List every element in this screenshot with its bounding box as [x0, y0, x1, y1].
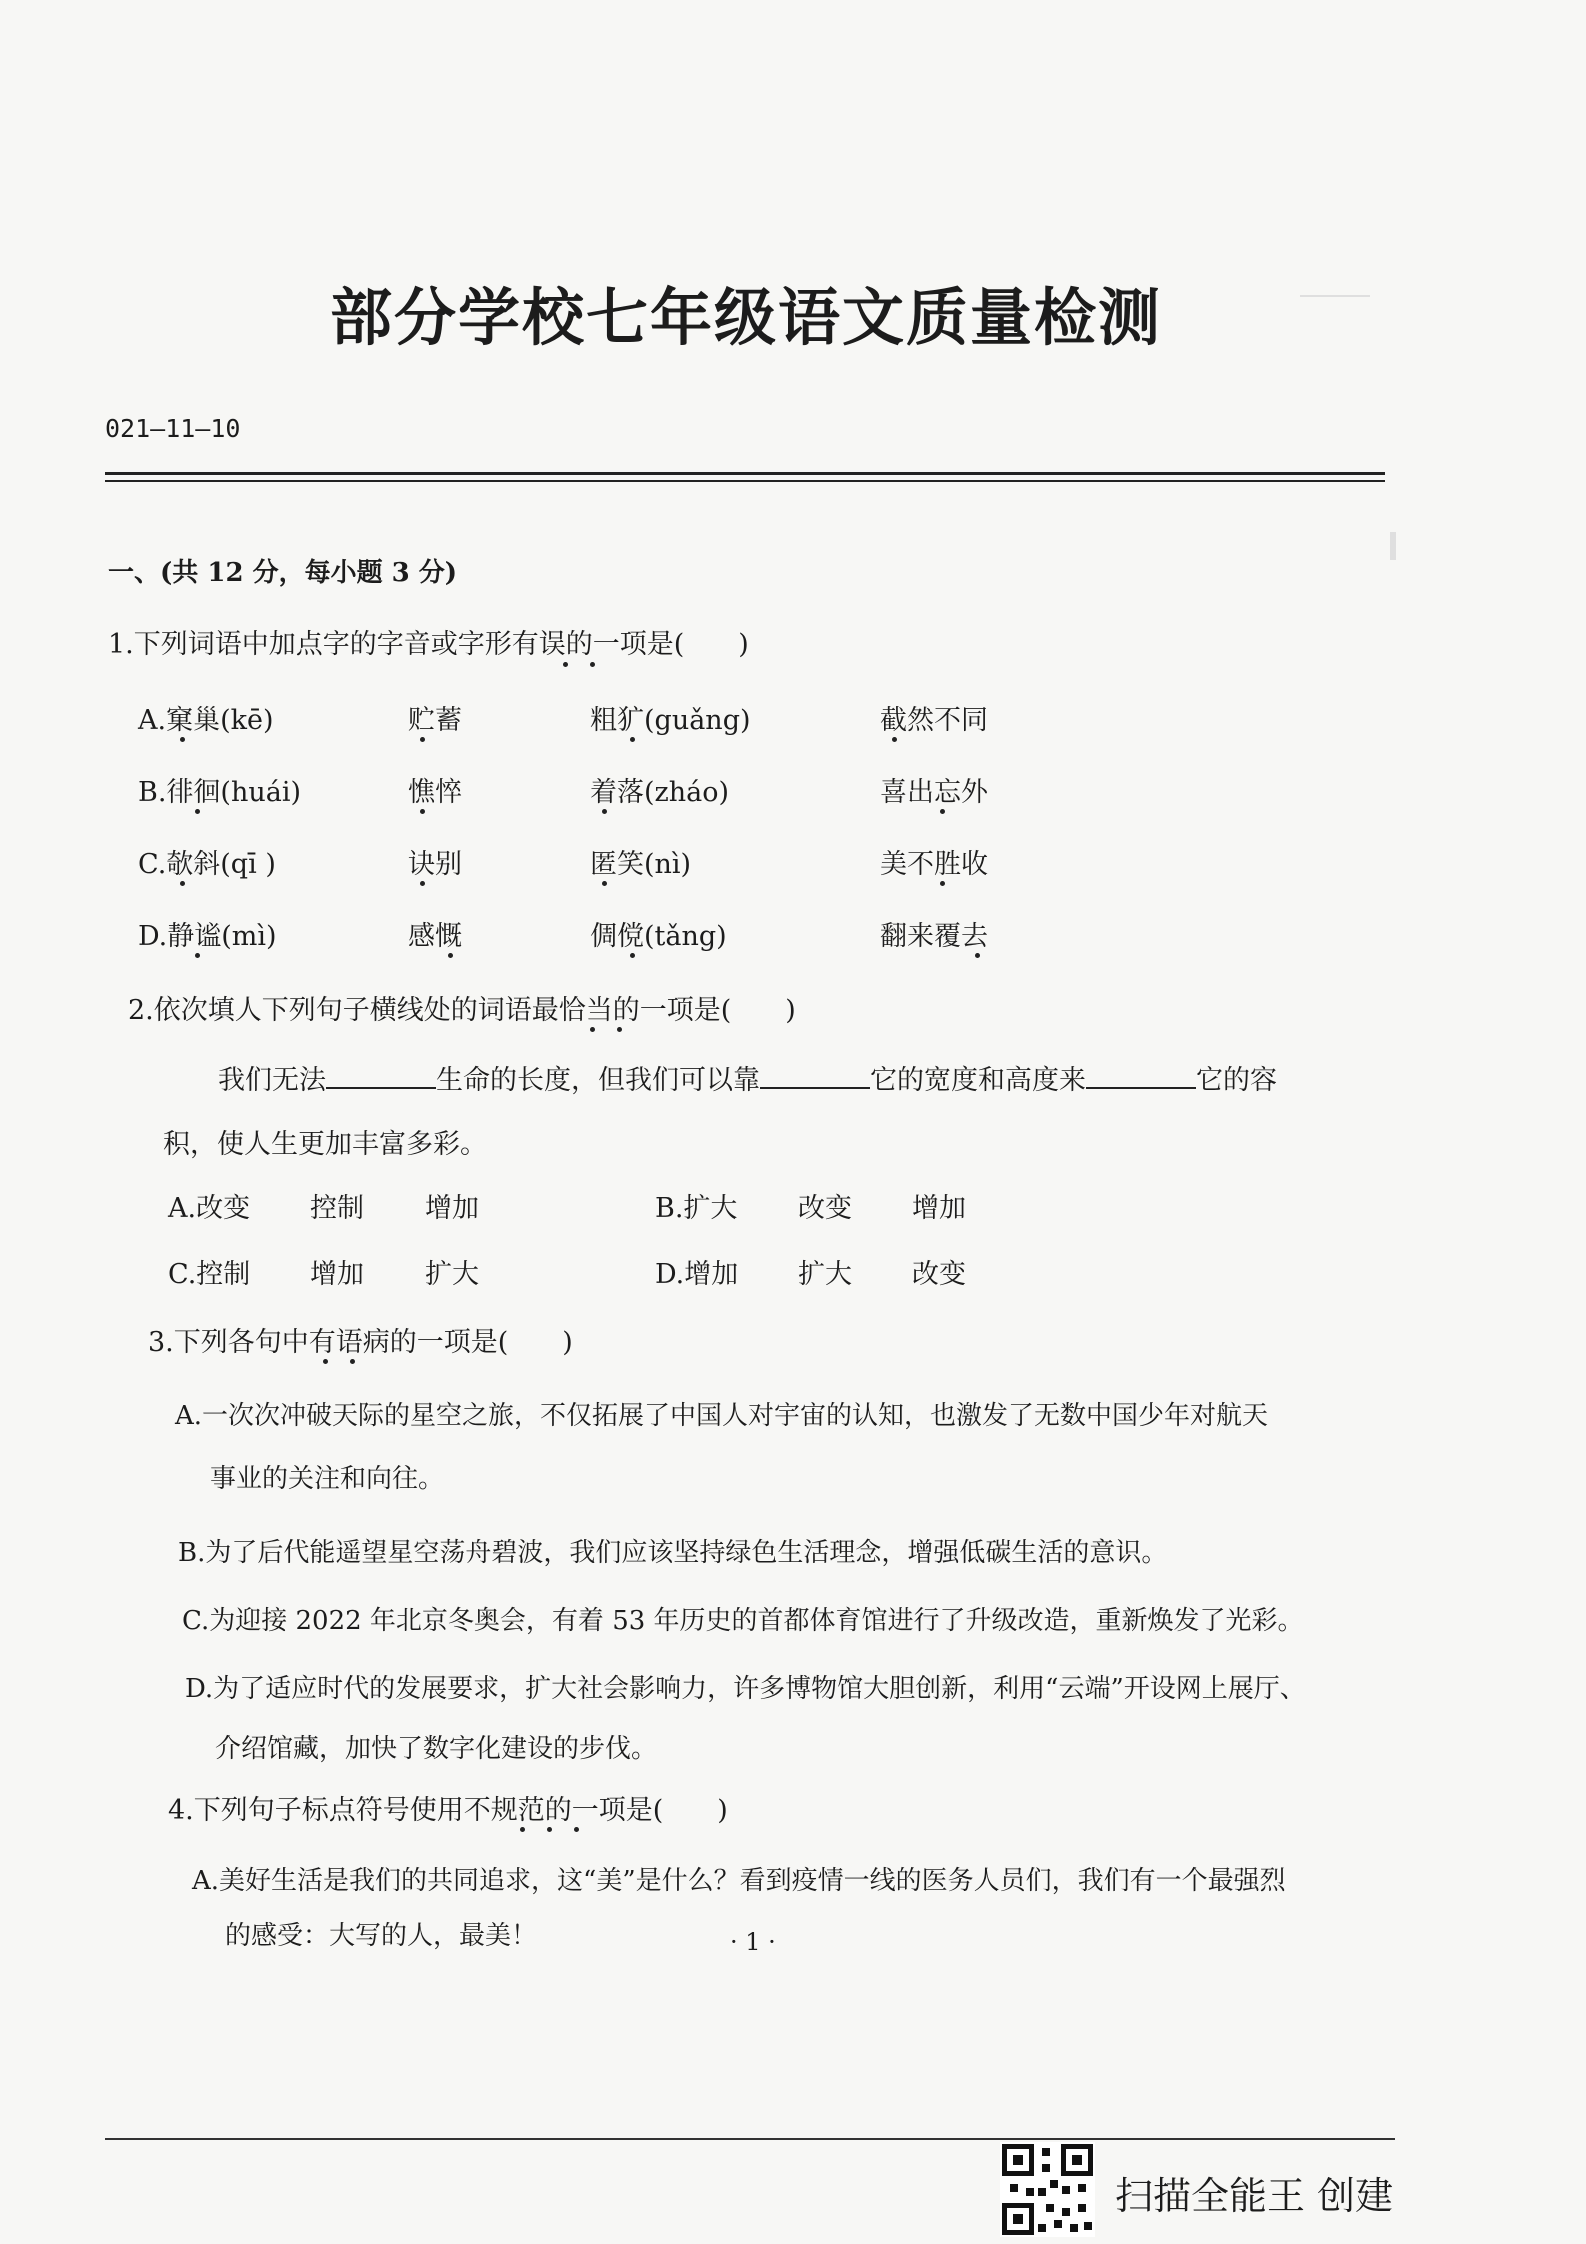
header-rule-thick	[105, 472, 1385, 475]
emphasis-dot	[520, 1827, 525, 1832]
q3-option-d-line2: 介绍馆藏，加快了数字化建设的步伐。	[215, 1734, 658, 1764]
q1-option-b-word4: 喜出忘外	[880, 777, 988, 808]
q2-blank-2[interactable]	[760, 1086, 870, 1089]
q4-option-a-line2: 的感受：大写的人，最美！	[225, 1921, 538, 1951]
q3-option-c: C.为迎接 2022 年北京冬奥会，有着 53 年历史的首都体育馆进行了升级改造，重新焕发了光彩。	[182, 1606, 1304, 1636]
emphasis-dot	[323, 1359, 328, 1364]
q3-option-d-line1: D.为了适应时代的发展要求，扩大社会影响力，许多博物馆大胆创新，利用“云端”开设网上展厅、	[185, 1674, 1306, 1704]
q2-blank-1[interactable]	[326, 1086, 436, 1089]
question-2-sentence-line2: 积，使人生更加丰富多彩。	[163, 1129, 487, 1160]
emphasis-dot	[195, 953, 200, 958]
emphasis-dot	[180, 881, 185, 886]
q1-option-b-word1: B.徘徊(huái)	[138, 777, 302, 808]
q1-option-d-word1: D.静谧(mì)	[138, 921, 277, 952]
q2-option-a-word1: A.改变	[168, 1193, 251, 1224]
q2-sentence-part1: 我们无法	[218, 1065, 326, 1096]
emphasis-dot	[630, 953, 635, 958]
emphasis-dot	[975, 953, 980, 958]
emphasis-dot	[630, 737, 635, 742]
q1-option-b-word3: 着落(zháo)	[590, 777, 730, 808]
section-heading: 一、(共 12 分，每小题 3 分)	[108, 558, 458, 588]
page-title: 部分学校七年级语文质量检测	[330, 281, 1163, 354]
q1-option-a-word3: 粗犷(guǎng)	[590, 705, 751, 736]
footer-rule	[105, 2138, 1395, 2140]
q2-option-a-word2: 控制	[310, 1193, 364, 1224]
emphasis-dot	[602, 809, 607, 814]
q1-option-a-word2: 贮蓄	[408, 705, 462, 736]
q1-option-c-word4: 美不胜收	[880, 849, 988, 880]
emphasis-dot	[590, 1027, 595, 1032]
emphasis-dot	[420, 737, 425, 742]
emphasis-dot	[420, 809, 425, 814]
emphasis-dot	[590, 662, 595, 667]
q1-option-d-word2: 感慨	[408, 921, 462, 952]
q3-option-a-line2: 事业的关注和向往。	[210, 1464, 445, 1494]
q2-option-d-word2: 扩大	[798, 1259, 852, 1290]
emphasis-dot	[940, 881, 945, 886]
question-3-stem: 3.下列各句中有语病的一项是( )	[148, 1327, 573, 1358]
q4-option-a-line1: A.美好生活是我们的共同追求，这“美”是什么？看到疫情一线的医务人员们，我们有一个最强烈	[192, 1866, 1286, 1896]
q2-option-d-word3: 改变	[912, 1259, 966, 1290]
q2-option-b-word3: 增加	[912, 1193, 966, 1224]
emphasis-dot	[617, 1027, 622, 1032]
emphasis-dot	[420, 881, 425, 886]
q2-option-b-word2: 改变	[798, 1193, 852, 1224]
q2-option-d-word1: D.增加	[655, 1259, 739, 1290]
q1-option-c-word2: 诀别	[408, 849, 462, 880]
exam-date: 021—11—10	[105, 414, 241, 443]
q1-option-b-word2: 憔悴	[408, 777, 462, 808]
page-number: · 1 ·	[730, 1928, 776, 1956]
bleed-through-mark	[1390, 532, 1396, 560]
emphasis-dot	[448, 953, 453, 958]
q2-option-c-word2: 增加	[310, 1259, 364, 1290]
q1-option-c-word3: 匿笑(nì)	[590, 849, 692, 880]
emphasis-dot	[195, 809, 200, 814]
emphasis-dot	[180, 737, 185, 742]
bleed-through-mark	[1300, 295, 1370, 321]
question-1-stem: 1.下列词语中加点字的字音或字形有误的一项是( )	[108, 629, 749, 660]
q1-option-a-word4: 截然不同	[880, 705, 988, 736]
q1-option-a-word1: A.窠巢(kē)	[138, 705, 274, 736]
emphasis-dot	[940, 809, 945, 814]
q2-option-c-word3: 扩大	[425, 1259, 479, 1290]
emphasis-dot	[892, 737, 897, 742]
header-rule-thin	[105, 480, 1385, 482]
question-2-stem: 2.依次填人下列句子横线处的词语最恰当的一项是( )	[128, 995, 796, 1026]
scanner-watermark-text: 扫描全能王 创建	[1115, 2174, 1394, 2218]
q2-option-a-word3: 增加	[425, 1193, 479, 1224]
q1-option-d-word3: 倜傥(tǎng)	[590, 921, 727, 952]
q2-sentence-part2: 生命的长度，但我们可以靠	[436, 1065, 760, 1096]
q2-blank-3[interactable]	[1086, 1086, 1196, 1089]
qr-code-icon	[1000, 2142, 1095, 2237]
q2-option-c-word1: C.控制	[168, 1259, 251, 1290]
emphasis-dot	[350, 1359, 355, 1364]
q2-sentence-part3: 它的宽度和高度来	[870, 1065, 1086, 1096]
emphasis-dot	[563, 662, 568, 667]
q1-option-c-word1: C.欹斜(qī )	[138, 849, 276, 880]
question-4-stem: 4.下列句子标点符号使用不规范的一项是( )	[168, 1795, 728, 1826]
emphasis-dot	[547, 1827, 552, 1832]
q2-sentence-part4: 它的容	[1196, 1065, 1277, 1096]
emphasis-dot	[574, 1827, 579, 1832]
q1-option-d-word4: 翻来覆去	[880, 921, 988, 952]
q3-option-b: B.为了后代能遥望星空荡舟碧波，我们应该坚持绿色生活理念，增强低碳生活的意识。	[178, 1538, 1168, 1568]
emphasis-dot	[602, 881, 607, 886]
question-2-sentence-line1	[218, 1058, 1277, 1097]
q2-option-b-word1: B.扩大	[655, 1193, 738, 1224]
q3-option-a-line1: A.一次次冲破天际的星空之旅，不仅拓展了中国人对宇宙的认知，也激发了无数中国少年对航天	[175, 1401, 1269, 1431]
